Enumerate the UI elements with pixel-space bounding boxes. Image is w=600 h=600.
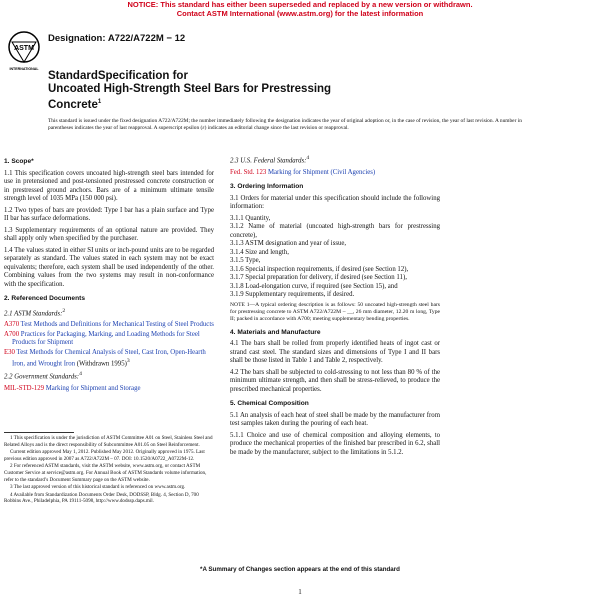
- ref-fed-std-123: [230, 169, 440, 178]
- federal-standards-sup: 4: [306, 155, 310, 161]
- federal-standards-text: 2.3 U.S. Federal Standards:: [230, 157, 307, 165]
- ref-a370-title[interactable]: Test Methods and Definitions for Mechanical Testing of Steel Products: [19, 321, 214, 329]
- ordering-item: 3.1.3 ASTM designation and year of issue,: [230, 240, 347, 248]
- astm-standards-text: 2.1 ASTM Standards:: [4, 309, 63, 317]
- designation: Designation: A722/A722M − 12: [48, 33, 186, 44]
- ref-a700-title[interactable]: Practices for Packaging, Marking, and Loading Methods for Steel Products for Shipment: [12, 330, 200, 347]
- scope-1-1: 1.1 This specification covers uncoated high-strength steel bars intended for use in pretensioned and post-tensioned prestressed concrete construction or in prestressed ground anchors. Bars are of a minimum ultimate tensile strength level of 1035 MPa (150 000 psi).: [4, 169, 214, 202]
- page-number: 1: [298, 588, 302, 596]
- footnote-1-edition: Current edition approved May 1, 2012. Published May 2012. Originally approved in 1975. Last previous edition approved in 2007 as A722/A722M – 07. DOI: 10.1520/A0722_A0722M-12.: [4, 449, 205, 462]
- ref-fed-std-123-title[interactable]: Marking for Shipment (Civil Agencies): [266, 168, 376, 176]
- ordering-item: 3.1.4 Size and length,: [230, 248, 289, 256]
- ordering-item: 3.1.7 Special preparation for delivery, if desired (see Section 11),: [230, 274, 407, 282]
- ordering-item: 3.1.6 Special inspection requirements, if desired (see Section 12),: [230, 265, 409, 273]
- title-line-1: StandardSpecification for: [48, 70, 188, 82]
- referenced-documents-heading: 2. Referenced Documents: [4, 295, 85, 302]
- footnote-divider: [4, 432, 74, 433]
- ref-e30-title[interactable]: Test Methods for Chemical Analysis of Steel, Cast Iron, Open-Hearth Iron, and Wrought Iron: [12, 348, 206, 368]
- astm-logo-icon: [6, 30, 42, 72]
- materials-heading: 4. Materials and Manufacture: [230, 328, 321, 336]
- chemical-composition-heading: 5. Chemical Composition: [230, 400, 309, 408]
- ordering-3-1: 3.1 Orders for material under this specification should include the following information:: [230, 194, 440, 211]
- astm-standards-sup: 2: [62, 307, 66, 314]
- materials-4-2: 4.2 The bars shall be subjected to cold-stressing to not less than 80 % of the minimum ultimate strength, and then shall be stress-relieved, to produce the prescribed mechanical properties.: [230, 368, 440, 393]
- materials-4-1: 4.1 The bars shall be rolled from properly identified heats of ingot cast or strand cast steel. The standard sizes and dimensions of Type I and II bars shall be those listed in Table 1 and Table 2, respectively.: [230, 340, 440, 365]
- document-title: [48, 70, 348, 112]
- ordering-item: 3.1.1 Quantity,: [230, 214, 271, 222]
- government-standards-text: 2.2 Government Standards:: [4, 373, 80, 381]
- chemical-5-1-1: 5.1.1 Choice and use of chemical composition and alloying elements, to produce the mechanical properties of the finished bar prescribed in 6.2, shall be made by the manufacturer, subject to the limitations in 5.1.2.: [230, 431, 440, 456]
- government-standards-label: [4, 370, 214, 382]
- ref-mil-std-129-title[interactable]: Marking for Shipment and Storage: [44, 384, 141, 392]
- note-1: NOTE 1—A typical ordering description is as follows: 50 uncoated high-strength steel bars for prestressing concrete to ASTM A722/A722M – __, 26 mm diameter, 12.20 m long, Type II; packed in accordance with A700; meeting supplementary bending properties.: [230, 301, 440, 322]
- footnote-1: 1 This specification is under the jurisdiction of ASTM Committee A01 on Steel, Stainless Steel and Related Alloys and is the direct responsibility of Subcommittee A01.05 on Steel Reinforcement.: [4, 435, 213, 448]
- footnote-3: 3 The last approved version of this historical standard is referenced on www.astm.org.: [10, 484, 186, 491]
- logo-subtext: INTERNATIONAL: [9, 67, 39, 71]
- ref-mil-std-129-link[interactable]: MIL-STD-129: [4, 384, 45, 392]
- title-line-3-text: Concrete: [48, 98, 98, 111]
- ref-a700-link[interactable]: A700: [4, 330, 20, 338]
- notice-line-2: Contact ASTM International (www.astm.org) for the latest information: [176, 9, 424, 18]
- ref-a370: [4, 321, 214, 330]
- ref-a700: [4, 331, 214, 348]
- scope-1-2: 1.2 Two types of bars are provided: Type I bar has a plain surface and Type II bar has surface deformations.: [4, 206, 214, 222]
- footnote-2: 2 For referenced ASTM standards, visit the ASTM website, www.astm.org, or contact ASTM Customer Service at service@astm.org. For Annual Book of ASTM Standards volume information, refer to the standard’s Document Summary page on the ASTM website.: [4, 463, 207, 483]
- ordering-item: 3.1.2 Name of material (uncoated high-strength bars for prestressing concrete),: [230, 223, 440, 239]
- ref-fed-std-123-link[interactable]: Fed. Std. 123: [230, 168, 267, 176]
- left-column: [4, 152, 214, 394]
- federal-standards-label: [230, 154, 440, 166]
- footnote-4: 4 Available from Standardization Documents Order Desk, DODSSP, Bldg. 4, Section D, 700 Robbins Ave., Philadelphia, PA 19111-5098, http://www.dodssp.daps.mil.: [4, 491, 199, 505]
- summary-of-changes-note: *A Summary of Changes section appears at the end of this standard: [200, 566, 400, 573]
- footnotes: [4, 432, 214, 506]
- scope-heading: 1. Scope*: [4, 158, 34, 165]
- ordering-item: 3.1.5 Type,: [230, 257, 261, 265]
- standard-issuance-note: This standard is issued under the fixed designation A722/A722M; the number immediately following the designation indicates the year of original adoption or, in the case of revision, the year of last revision. A number in parentheses indicates the year of last reapproval. A superscript epsilon (ε) indicates an editorial change since the last revision or reapproval.: [48, 118, 522, 132]
- ref-a370-link[interactable]: A370: [4, 321, 20, 329]
- logo-text: ASTM: [14, 45, 34, 52]
- ordering-heading: 3. Ordering Information: [230, 183, 304, 191]
- title-line-2: Uncoated High-Strength Steel Bars for Prestressing: [48, 83, 332, 95]
- title-line-3: [48, 96, 348, 112]
- title-footnote-ref: 1: [97, 99, 102, 105]
- notice-line-1: NOTICE: This standard has either been superseded and replaced by a new version or withdrawn.: [127, 0, 473, 9]
- ref-e30-link[interactable]: E30: [4, 348, 15, 356]
- ref-e30-sup: 3: [126, 358, 130, 365]
- scope-1-3: 1.3 Supplementary requirements of an optional nature are provided. They shall apply only when specified by the purchaser.: [4, 226, 214, 242]
- scope-1-4: 1.4 The values stated in either SI units or inch-pound units are to be regarded separately as standard. The values stated in each system may not be exact equivalents; therefore, each system shall be used independently of the other. Combining values from the two systems may result in non-conformance with the specification.: [4, 246, 214, 288]
- astm-standards-label: [4, 307, 214, 319]
- chemical-5-1: 5.1 An analysis of each heat of steel shall be made by the manufacturer from test samples taken during the pouring of each heat.: [230, 411, 440, 428]
- ref-mil-std-129: [4, 385, 214, 394]
- ordering-item: 3.1.8 Load-elongation curve, if required (see Section 15), and: [230, 282, 398, 290]
- ordering-item: 3.1.9 Supplementary requirements, if desired.: [230, 291, 355, 299]
- ref-e30: [4, 349, 214, 369]
- government-standards-sup: 4: [79, 371, 82, 378]
- superseded-notice: [0, 0, 600, 18]
- ref-e30-withdrawn: (Withdrawn 1995): [75, 360, 127, 368]
- right-column: [230, 152, 440, 460]
